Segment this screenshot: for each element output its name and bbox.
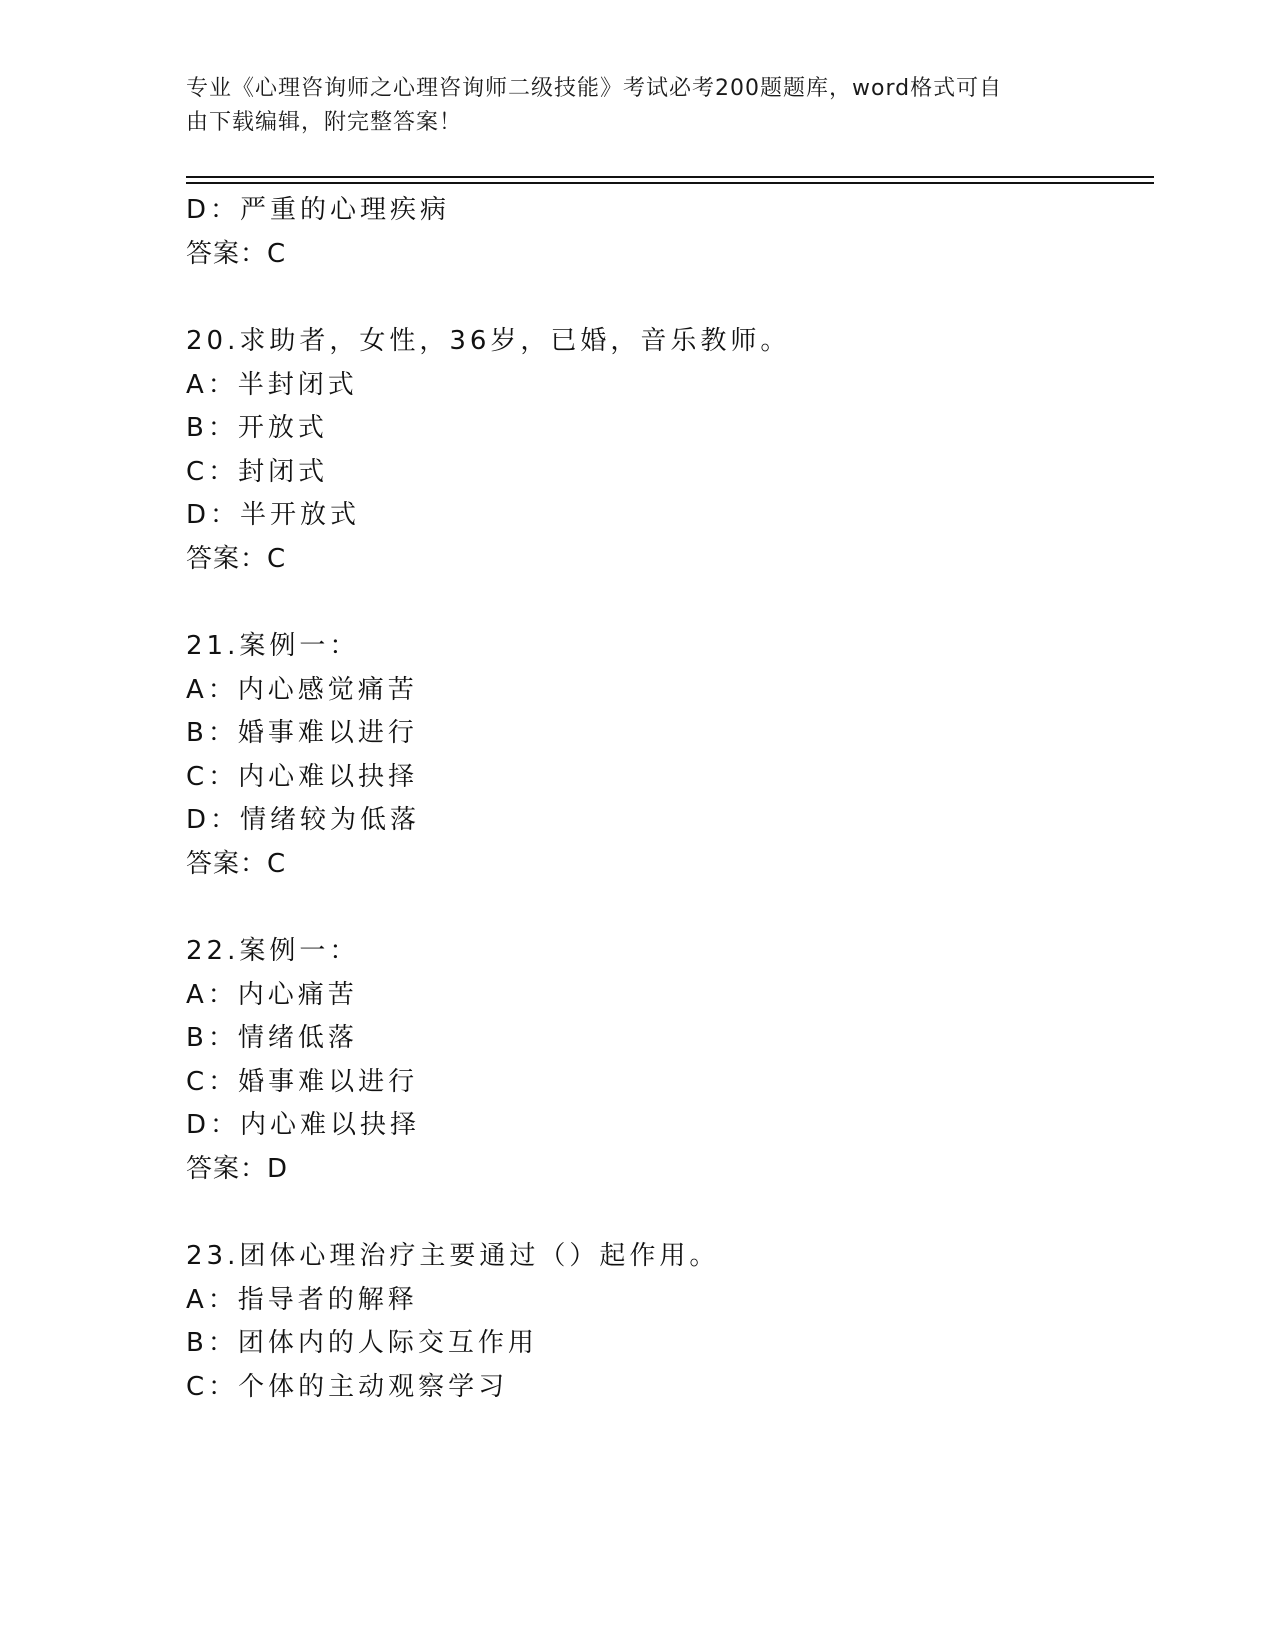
option-b: B：婚事难以进行 — [186, 718, 418, 748]
option-c: C：封闭式 — [186, 457, 329, 487]
option-c: C：婚事难以进行 — [186, 1067, 419, 1097]
option-b: B：团体内的人际交互作用 — [186, 1328, 538, 1358]
option-d: D：情绪较为低落 — [186, 805, 421, 835]
option-c: C：内心难以抉择 — [186, 762, 419, 792]
option-b: B：情绪低落 — [186, 1023, 358, 1053]
option-d: D：半开放式 — [186, 500, 361, 530]
option-b: B：开放式 — [186, 413, 328, 443]
header-line-1: 专业《心理咨询师之心理咨询师二级技能》考试必考200题题库，word格式可自 — [186, 76, 1003, 101]
question-stem: 22.案例一： — [186, 936, 360, 966]
option-d: D：严重的心理疾病 — [186, 195, 451, 225]
option-a: A：指导者的解释 — [186, 1285, 418, 1315]
answer: 答案：C — [186, 544, 287, 574]
option-d: D：内心难以抉择 — [186, 1110, 421, 1140]
question-stem: 20.求助者，女性，36岁，已婚，音乐教师。 — [186, 326, 791, 356]
question-stem: 23.团体心理治疗主要通过（）起作用。 — [186, 1241, 720, 1271]
option-a: A：半封闭式 — [186, 370, 358, 400]
option-a: A：内心痛苦 — [186, 980, 358, 1010]
option-c: C：个体的主动观察学习 — [186, 1372, 509, 1402]
question-stem: 21.案例一： — [186, 631, 360, 661]
answer: 答案：C — [186, 239, 287, 269]
header-divider-top — [186, 176, 1154, 178]
header-divider-bottom — [186, 182, 1154, 184]
document-header — [186, 72, 1066, 140]
answer: 答案：D — [186, 1154, 289, 1184]
header-line-2: 由下载编辑，附完整答案！ — [186, 110, 463, 135]
answer: 答案：C — [186, 849, 287, 879]
option-a: A：内心感觉痛苦 — [186, 675, 418, 705]
